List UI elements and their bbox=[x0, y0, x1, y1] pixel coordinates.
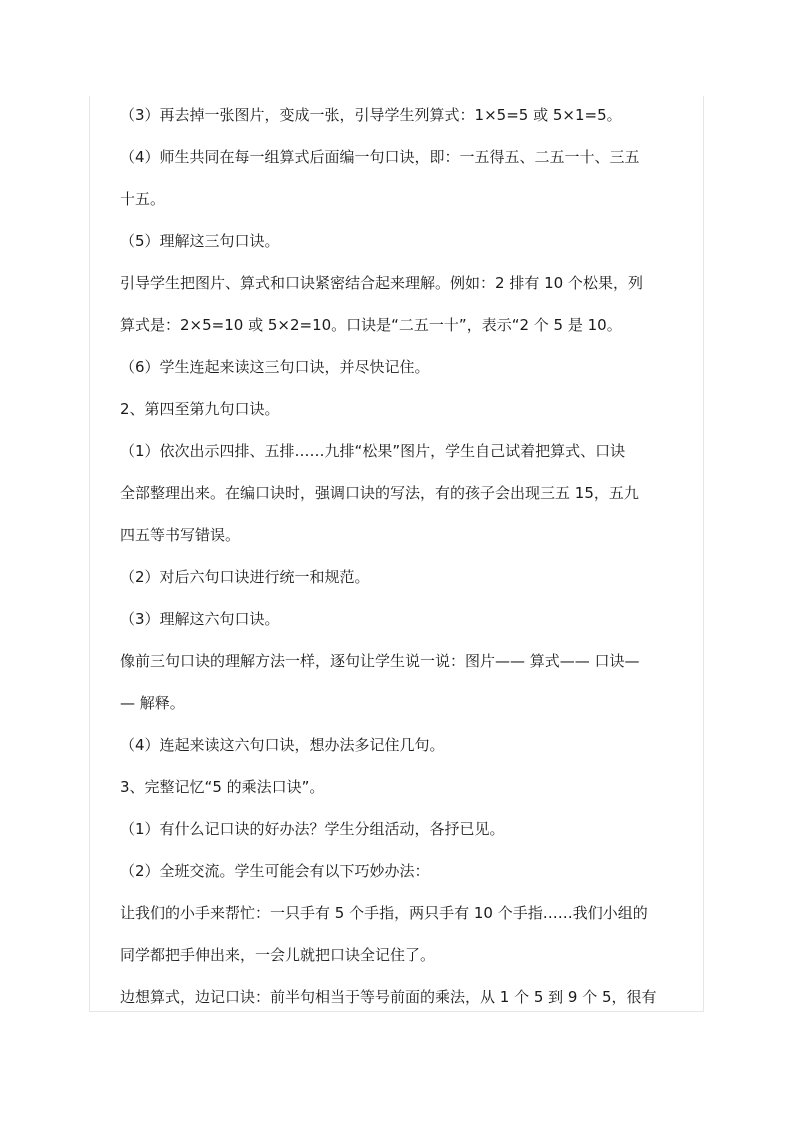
text-line: 引导学生把图片、算式和口诀紧密结合起来理解。例如：2 排有 10 个松果，列 bbox=[120, 274, 643, 292]
text-line: — 解释。 bbox=[120, 694, 185, 712]
text-line: 全部整理出来。在编口诀时，强调口诀的写法，有的孩子会出现三五 15，五九 bbox=[120, 484, 639, 502]
text-line: 十五。 bbox=[120, 190, 166, 208]
text-line: （4）连起来读这六句口诀，想办法多记住几句。 bbox=[120, 736, 445, 754]
text-line: （5）理解这三句口诀。 bbox=[120, 232, 280, 250]
text-line: （6）学生连起来读这三句口诀，并尽快记住。 bbox=[120, 358, 430, 376]
text-line: 让我们的小手来帮忙：一只手有 5 个手指，两只手有 10 个手指……我们小组的 bbox=[120, 904, 648, 922]
text-line: （3）理解这六句口诀。 bbox=[120, 610, 280, 628]
text-line: （4）师生共同在每一组算式后面编一句口诀，即：一五得五、二五一十、三五 bbox=[120, 148, 640, 166]
text-line: 像前三句口诀的理解方法一样，逐句让学生说一说：图片—— 算式—— 口诀— bbox=[120, 652, 640, 670]
document-page bbox=[89, 96, 704, 1012]
text-line: 同学都把手伸出来，一会儿就把口诀全记住了。 bbox=[120, 946, 436, 964]
text-line: （1）有什么记口诀的好办法？学生分组活动，各抒已见。 bbox=[120, 820, 505, 838]
text-line: 边想算式，边记口诀：前半句相当于等号前面的乘法，从 1 个 5 到 9 个 5，很有 bbox=[120, 988, 657, 1006]
text-line: （2）全班交流。学生可能会有以下巧妙办法： bbox=[120, 862, 430, 880]
text-line: （3）再去掉一张图片，变成一张，引导学生列算式：1×5=5 或 5×1=5。 bbox=[120, 106, 622, 124]
text-line: 算式是：2×5=10 或 5×2=10。口诀是“二五一十”，表示“2 个 5 是 10。 bbox=[120, 316, 622, 334]
text-line: 3、完整记忆“5 的乘法口诀”。 bbox=[120, 778, 325, 796]
text-line: 2、第四至第九句口诀。 bbox=[120, 400, 280, 418]
text-line: （1）依次出示四排、五排……九排“松果”图片，学生自己试着把算式、口诀 bbox=[120, 442, 626, 460]
text-line: （2）对后六句口诀进行统一和规范。 bbox=[120, 568, 370, 586]
text-line: 四五等书写错误。 bbox=[120, 526, 241, 544]
